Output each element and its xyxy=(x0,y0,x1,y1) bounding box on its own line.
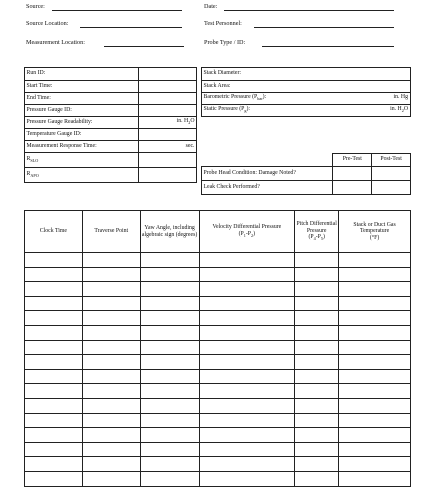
data-cell[interactable] xyxy=(295,398,339,413)
stack-temperature-unit: (°F) xyxy=(369,234,380,241)
pitch-sub2: 5 xyxy=(320,236,323,242)
start-time-label: Start Time: xyxy=(25,81,139,93)
data-cell[interactable] xyxy=(295,369,339,384)
end-time-label: End Time: xyxy=(25,93,139,105)
barometric-pressure-label: Barometric Pressure (P xyxy=(203,94,258,101)
static-pressure-label: Static Pressure (P xyxy=(203,106,245,113)
data-cell[interactable] xyxy=(295,457,339,472)
data-cell[interactable] xyxy=(199,369,295,384)
data-cell[interactable] xyxy=(140,296,199,311)
velocity-differential-header xyxy=(199,211,295,253)
test-personnel-field[interactable] xyxy=(254,27,394,28)
data-cell[interactable] xyxy=(295,442,339,457)
data-cell[interactable] xyxy=(199,296,295,311)
data-cell[interactable] xyxy=(25,413,83,428)
data-cell[interactable] xyxy=(82,282,140,297)
pitch-sub1: 4 xyxy=(313,236,316,242)
pitch-differential-title: Pitch Differential Pressure xyxy=(296,220,337,234)
data-cell[interactable] xyxy=(339,384,411,399)
data-cell[interactable] xyxy=(199,325,295,340)
data-cell[interactable] xyxy=(140,282,199,297)
data-cell[interactable] xyxy=(25,325,83,340)
data-cell[interactable] xyxy=(140,267,199,282)
pitch-formula-close: ) xyxy=(322,234,325,241)
r-apo-sub: APO xyxy=(30,172,39,178)
stack-info-table xyxy=(201,67,411,117)
data-cell[interactable] xyxy=(199,398,295,413)
table-row xyxy=(25,296,411,311)
data-cell[interactable] xyxy=(82,340,140,355)
data-cell[interactable] xyxy=(25,442,83,457)
response-time-cell[interactable] xyxy=(139,141,197,153)
table-row xyxy=(25,413,411,428)
measurement-response-time-label: Measurement Response Time: xyxy=(25,141,139,153)
data-cell[interactable] xyxy=(25,398,83,413)
data-cell[interactable] xyxy=(339,457,411,472)
table-row xyxy=(25,471,411,486)
data-cell[interactable] xyxy=(25,311,83,326)
data-cell[interactable] xyxy=(295,311,339,326)
data-cell[interactable] xyxy=(25,457,83,472)
damage-label: Probe Head Condition: Damage Noted? xyxy=(202,167,333,181)
table-row xyxy=(25,457,411,472)
run-id-label: Run ID: xyxy=(25,68,139,81)
data-cell[interactable] xyxy=(339,311,411,326)
measurement-location-label: Measurement Location: xyxy=(26,39,85,46)
data-cell[interactable] xyxy=(295,428,339,443)
velocity-sub2: 2 xyxy=(251,232,254,238)
source-location-field[interactable] xyxy=(80,27,182,28)
barometric-pressure-end: ): xyxy=(262,94,267,101)
readability-unit: in. H xyxy=(176,118,189,125)
data-cell[interactable] xyxy=(82,398,140,413)
data-cell[interactable] xyxy=(339,325,411,340)
velocity-differential-title: Velocity Differential Pressure xyxy=(212,224,282,231)
r-slo-sub: SLO xyxy=(30,157,39,163)
end-time-cell[interactable] xyxy=(139,93,197,105)
probe-type-field[interactable] xyxy=(262,46,394,47)
pre-test-header: Pre-Test xyxy=(333,154,372,167)
data-cell[interactable] xyxy=(82,471,140,486)
data-cell[interactable] xyxy=(25,384,83,399)
data-cell[interactable] xyxy=(295,325,339,340)
leak-pre-cell[interactable] xyxy=(333,181,372,195)
probe-type-label: Probe Type / ID: xyxy=(204,39,246,46)
temperature-gauge-id-label: Temperature Gauge ID: xyxy=(25,129,139,141)
source-field[interactable] xyxy=(52,10,182,11)
data-cell[interactable] xyxy=(199,471,295,486)
data-cell[interactable] xyxy=(339,471,411,486)
data-cell[interactable] xyxy=(82,311,140,326)
table-row xyxy=(25,282,411,297)
data-cell[interactable] xyxy=(339,355,411,370)
data-cell[interactable] xyxy=(140,442,199,457)
data-cell[interactable] xyxy=(25,428,83,443)
data-cell[interactable] xyxy=(82,384,140,399)
stack-diameter-label[interactable]: Stack Diameter: xyxy=(202,68,411,81)
pressure-gauge-readability-label: Pressure Gauge Readability: xyxy=(25,117,139,129)
data-cell[interactable] xyxy=(82,325,140,340)
traverse-point-header: Traverse Point xyxy=(82,211,140,253)
data-cell[interactable] xyxy=(295,296,339,311)
data-cell[interactable] xyxy=(140,253,199,268)
table-row xyxy=(25,398,411,413)
data-cell[interactable] xyxy=(199,311,295,326)
data-cell[interactable] xyxy=(199,340,295,355)
data-cell[interactable] xyxy=(339,442,411,457)
data-cell[interactable] xyxy=(339,369,411,384)
velocity-formula-mid: -P xyxy=(245,230,252,237)
data-cell[interactable] xyxy=(25,471,83,486)
measurement-location-field[interactable] xyxy=(104,46,184,47)
date-label: Date: xyxy=(204,3,218,10)
barometric-unit: in. Hg xyxy=(393,94,408,101)
data-cell[interactable] xyxy=(339,413,411,428)
clock-time-header: Clock Time xyxy=(25,211,83,253)
data-cell[interactable] xyxy=(25,296,83,311)
data-cell[interactable] xyxy=(82,267,140,282)
table-row xyxy=(25,253,411,268)
data-cell[interactable] xyxy=(140,325,199,340)
table-row xyxy=(25,267,411,282)
pitch-differential-header xyxy=(295,211,339,253)
response-unit: sec. xyxy=(185,142,195,149)
barometric-pressure-row[interactable] xyxy=(202,93,411,105)
data-cell[interactable] xyxy=(140,471,199,486)
data-cell[interactable] xyxy=(140,384,199,399)
barometric-pressure-sub: bar xyxy=(257,96,263,102)
data-cell[interactable] xyxy=(339,398,411,413)
readability-unit-end: O xyxy=(190,118,195,125)
data-cell[interactable] xyxy=(339,296,411,311)
stack-temperature-header xyxy=(339,211,411,253)
static-unit-sub: 2 xyxy=(401,108,404,114)
data-cell[interactable] xyxy=(82,369,140,384)
table-row xyxy=(25,442,411,457)
pressure-gauge-id-cell[interactable] xyxy=(139,105,197,117)
data-cell[interactable] xyxy=(82,296,140,311)
data-cell[interactable] xyxy=(339,253,411,268)
data-cell[interactable] xyxy=(140,369,199,384)
static-pressure-sub: g xyxy=(244,108,247,114)
velocity-sub1: 1 xyxy=(243,232,246,238)
data-cell[interactable] xyxy=(25,282,83,297)
start-time-cell[interactable] xyxy=(139,81,197,93)
date-field[interactable] xyxy=(224,10,394,11)
pitch-formula xyxy=(296,234,337,242)
data-cell[interactable] xyxy=(82,442,140,457)
data-cell[interactable] xyxy=(295,471,339,486)
r-apo-cell[interactable] xyxy=(139,168,197,183)
data-cell[interactable] xyxy=(199,355,295,370)
data-cell[interactable] xyxy=(295,253,339,268)
test-personnel-label: Test Personnel: xyxy=(204,20,242,27)
data-cell[interactable] xyxy=(140,340,199,355)
data-cell[interactable] xyxy=(140,413,199,428)
r-slo-cell[interactable] xyxy=(139,153,197,168)
data-cell[interactable] xyxy=(199,282,295,297)
run-info-table xyxy=(24,67,197,183)
probe-condition-table xyxy=(201,153,411,195)
table-row xyxy=(25,311,411,326)
table-row xyxy=(25,384,411,399)
leak-check-label: Leak Check Performed? xyxy=(202,181,333,195)
probe-header-blank xyxy=(202,154,333,167)
r-apo-label xyxy=(25,168,139,183)
static-pressure-end: ): xyxy=(246,106,251,113)
data-cell[interactable] xyxy=(339,282,411,297)
static-unit-wrap xyxy=(390,107,408,113)
table-row xyxy=(25,355,411,370)
data-cell[interactable] xyxy=(295,384,339,399)
r-slo-text: R xyxy=(26,155,31,162)
data-cell[interactable] xyxy=(25,369,83,384)
data-cell[interactable] xyxy=(140,428,199,443)
pressure-gauge-id-label: Pressure Gauge ID: xyxy=(25,105,139,117)
source-label: Source: xyxy=(26,3,45,10)
run-id-cell[interactable] xyxy=(139,68,197,81)
damage-post-cell[interactable] xyxy=(372,167,411,181)
data-cell[interactable] xyxy=(82,413,140,428)
static-unit-end: O xyxy=(403,106,408,113)
data-cell[interactable] xyxy=(295,267,339,282)
stack-temperature-title: Stack or Duct Gas Temperature xyxy=(353,221,396,235)
data-cell[interactable] xyxy=(25,355,83,370)
data-cell[interactable] xyxy=(339,267,411,282)
data-cell[interactable] xyxy=(339,340,411,355)
data-cell[interactable] xyxy=(295,282,339,297)
data-cell[interactable] xyxy=(82,457,140,472)
data-cell[interactable] xyxy=(199,413,295,428)
data-cell[interactable] xyxy=(295,413,339,428)
data-cell[interactable] xyxy=(339,428,411,443)
data-cell[interactable] xyxy=(140,311,199,326)
temperature-gauge-id-cell[interactable] xyxy=(139,129,197,141)
post-test-header: Post-Test xyxy=(372,154,411,167)
velocity-formula-open: (P xyxy=(238,230,244,237)
data-cell[interactable] xyxy=(82,428,140,443)
data-cell[interactable] xyxy=(199,442,295,457)
data-cell[interactable] xyxy=(25,340,83,355)
table-row xyxy=(25,325,411,340)
data-cell[interactable] xyxy=(82,253,140,268)
data-cell[interactable] xyxy=(140,457,199,472)
pitch-formula-mid: -P xyxy=(315,234,321,241)
readability-unit-sub: 2 xyxy=(188,120,191,126)
r-slo-label xyxy=(25,153,139,168)
data-cell[interactable] xyxy=(25,253,83,268)
yaw-angle-header: Yaw Angle, including algebraic sign (degrees) xyxy=(140,211,199,253)
traverse-data-table xyxy=(24,210,411,487)
static-pressure-row[interactable] xyxy=(202,105,411,117)
source-location-label: Source Location: xyxy=(26,20,69,27)
data-cell[interactable] xyxy=(140,355,199,370)
data-cell[interactable] xyxy=(199,267,295,282)
velocity-formula-close: ) xyxy=(253,230,256,237)
data-cell[interactable] xyxy=(199,253,295,268)
data-cell[interactable] xyxy=(82,355,140,370)
r-apo-text: R xyxy=(26,170,31,177)
velocity-formula xyxy=(201,231,294,239)
pitch-formula-open: (P xyxy=(308,234,314,241)
table-row xyxy=(25,369,411,384)
static-unit: in. H xyxy=(390,106,402,113)
data-cell[interactable] xyxy=(140,398,199,413)
data-cell[interactable] xyxy=(295,355,339,370)
readability-cell[interactable] xyxy=(139,117,197,129)
data-cell[interactable] xyxy=(199,428,295,443)
data-cell[interactable] xyxy=(295,340,339,355)
damage-pre-cell[interactable] xyxy=(333,167,372,181)
table-row xyxy=(25,428,411,443)
table-row xyxy=(25,340,411,355)
stack-area-label[interactable]: Stack Area: xyxy=(202,81,411,93)
data-cell[interactable] xyxy=(199,384,295,399)
data-cell[interactable] xyxy=(25,267,83,282)
data-cell[interactable] xyxy=(199,457,295,472)
leak-post-cell[interactable] xyxy=(372,181,411,195)
